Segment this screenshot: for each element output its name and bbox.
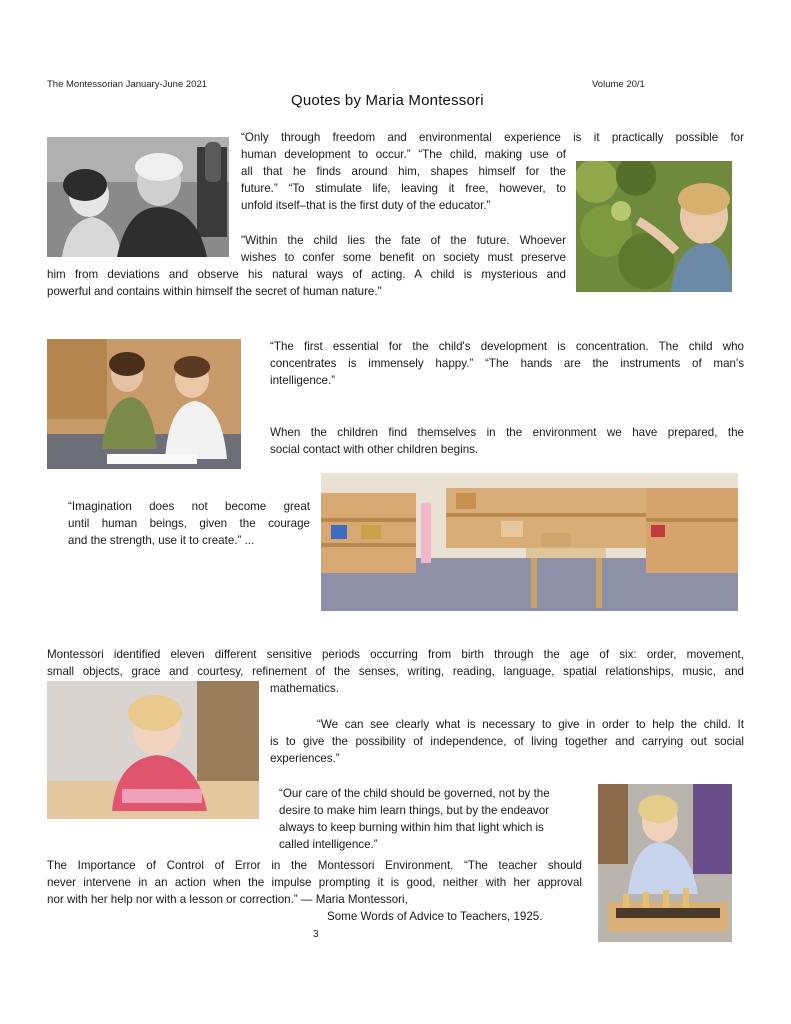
quote-concentration-line: “The first essential for the child's development is concentration. The child who — [270, 340, 744, 353]
photo-child-grapes — [576, 161, 732, 292]
quote-line: until human beings, given the courage — [68, 517, 310, 530]
quote-line: all that he finds around him, shapes himself for the — [241, 165, 566, 178]
quote-line: called intelligence.” — [279, 838, 378, 851]
quote-independence-line: “We can see clearly what is necessary to give in order to help the child. It — [317, 718, 744, 731]
quote-attribution-line: nor with her help nor with a lesson or correction.” — Maria Montessori, — [47, 893, 408, 906]
page-number: 3 — [313, 929, 319, 940]
quote-line: wishes to confer some benefit on society must preserve — [241, 251, 566, 264]
quote-line: social contact with other children begins. — [270, 443, 479, 456]
photo-girl-cylinder-block — [598, 784, 732, 942]
control-of-error-line: The Importance of Control of Error in the Montessori Environment. “The teacher should — [47, 859, 582, 872]
quote-line: concentrates is immensely happy.” “The hands are the instruments of man's — [270, 357, 744, 370]
sensitive-periods-line: small objects, grace and courtesy, refinement of the senses, writing, reading, language, spatial relationships, music, and — [47, 665, 744, 678]
quote-line: and the strength, use it to create.” ... — [68, 534, 255, 547]
newsletter-issue: The Montessorian January-June 2021 — [47, 79, 208, 90]
photo-montessori-with-child — [47, 137, 229, 257]
quote-line: intelligence.” — [270, 374, 336, 387]
quote-line: is to give the possibility of independence, of living together and carrying out social — [270, 735, 744, 748]
quote-freedom-line: “Only through freedom and environmental experience is it practically possible for — [241, 131, 744, 144]
quote-line: always to keep burning within him that light which is — [279, 821, 544, 834]
quote-environment-line: When the children find themselves in the environment we have prepared, the — [270, 426, 745, 439]
photo-girl-tracing — [47, 681, 259, 819]
quote-line: him from deviations and observe his natural ways of acting. A child is mysterious and — [47, 268, 566, 281]
quote-line: future.” “To stimulate life, leaving it free, however, to — [241, 182, 566, 195]
quote-line: experiences.” — [270, 752, 340, 765]
quote-line: powerful and contains within himself the secret of human nature." — [47, 285, 382, 298]
quote-line: never intervene in an action when the impulse prompting it is good, neither with her approval — [47, 876, 582, 889]
sensitive-periods-line: Montessori identified eleven different sensitive periods occurring from birth through the age of six: order, movement, — [47, 648, 744, 661]
volume-number: Volume 20/1 — [592, 79, 645, 90]
photo-boys-working — [47, 339, 241, 469]
page-title: Quotes by Maria Montessori — [291, 92, 484, 109]
quote-source: Some Words of Advice to Teachers, 1925. — [327, 910, 543, 923]
quote-line: unfold itself–that is the first duty of the educator.” — [241, 199, 491, 212]
quote-imagination-line: “Imagination does not become great — [68, 500, 310, 513]
sensitive-periods-line: mathematics. — [270, 682, 339, 695]
quote-line: "Within the child lies the fate of the future. Whoever — [241, 234, 566, 247]
quote-line: desire to make him learn things, but by the endeavor — [279, 804, 550, 817]
quote-intelligence-line: “Our care of the child should be governed, not by the — [279, 787, 550, 800]
quote-line: human development to occur.” “The child, making use of — [241, 148, 566, 161]
photo-prepared-classroom — [321, 473, 738, 611]
